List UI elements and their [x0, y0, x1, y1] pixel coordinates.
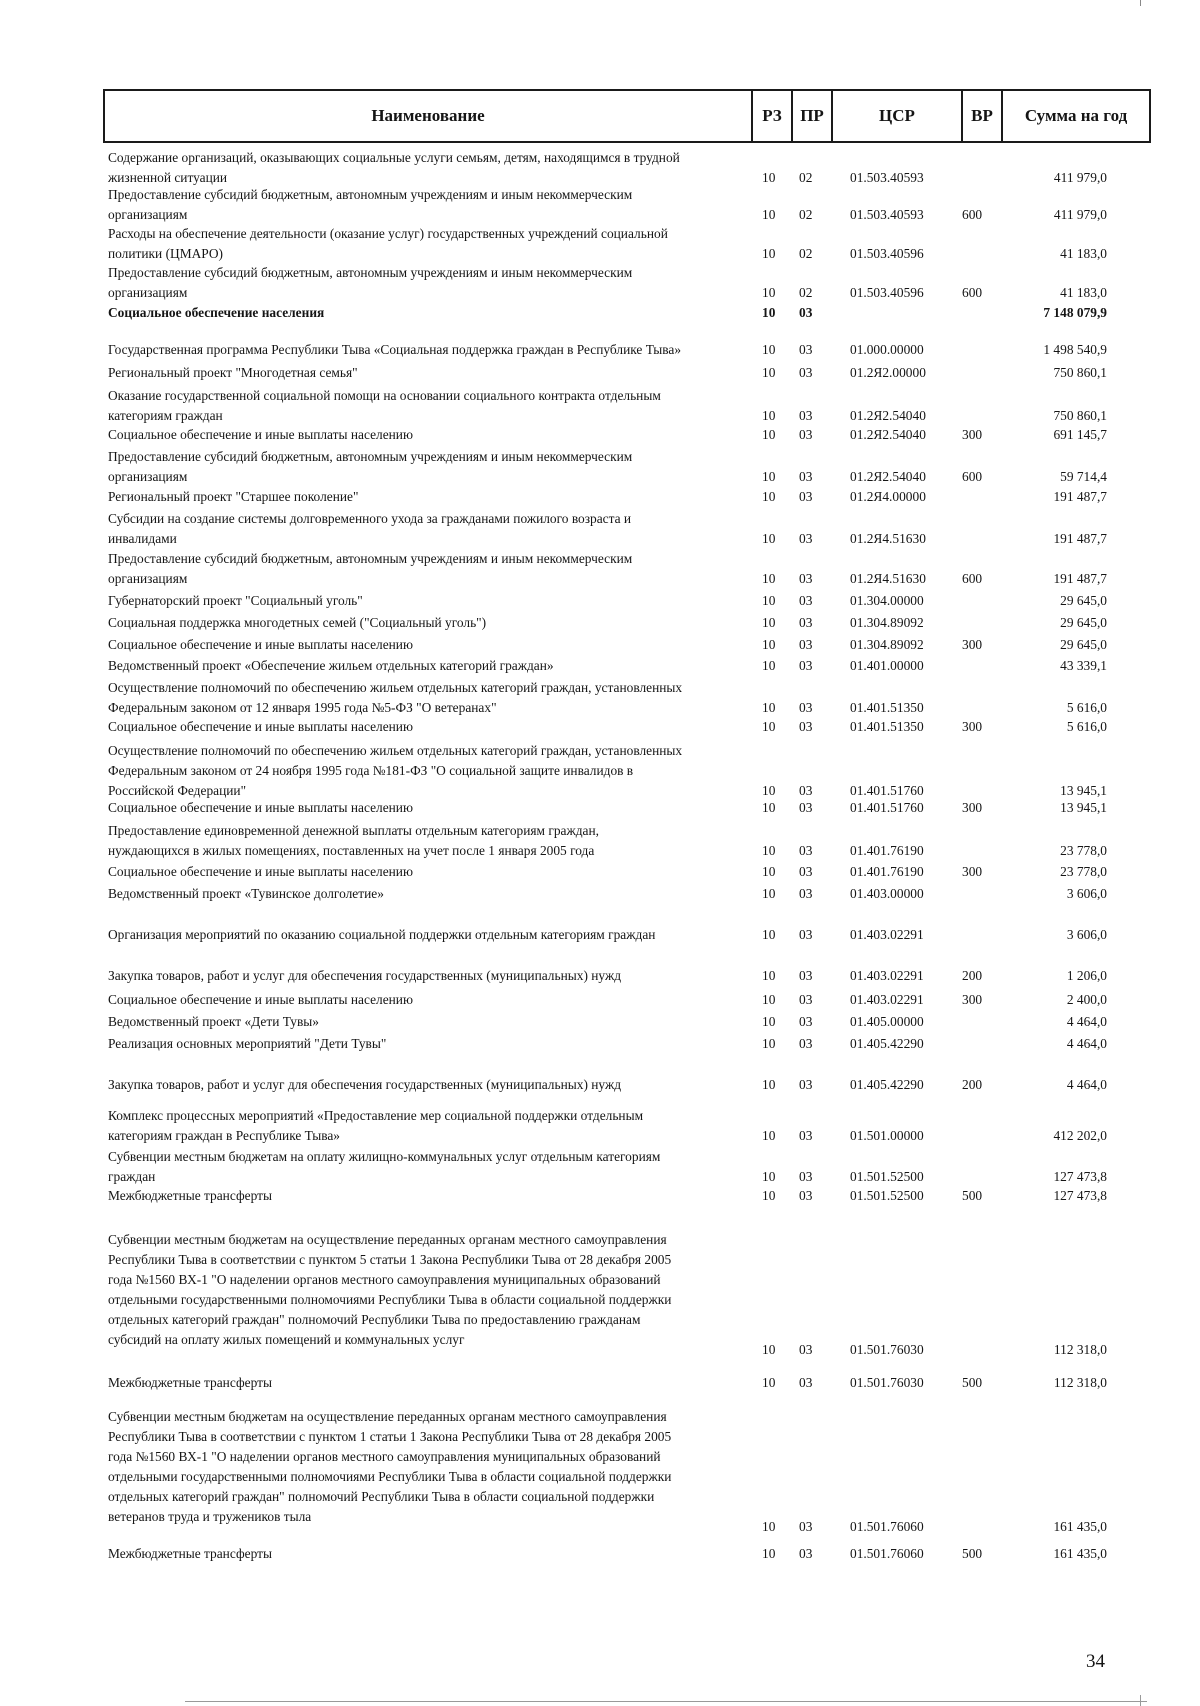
row-csr: 01.2Я2.54040: [850, 408, 926, 423]
header-name: Наименование: [371, 106, 485, 125]
row-sum: 59 714,4: [1060, 469, 1107, 484]
row-pr: 03: [799, 408, 813, 423]
row-name: Предоставление субсидий бюджетным, автономным учреждениям и иным некоммерческим организациям: [108, 187, 633, 222]
row-name: Межбюджетные трансферты: [108, 1188, 272, 1203]
row-csr: 01.403.02291: [850, 968, 924, 983]
row-name: Оказание государственной социальной помощи на основании социального контракта отдельным категориям граждан: [108, 388, 661, 423]
row-sum: 29 645,0: [1060, 615, 1107, 630]
row-rz: 10: [762, 469, 776, 484]
table-row: [0, 990, 1200, 1010]
row-pr: 03: [799, 1519, 813, 1534]
table-row: [0, 966, 1200, 986]
row-rz: 10: [762, 927, 776, 942]
row-csr: 01.2Я2.54040: [850, 469, 926, 484]
row-name: Закупка товаров, работ и услуг для обеспечения государственных (муниципальных) нужд: [108, 1077, 622, 1092]
row-rz: 10: [762, 1375, 776, 1390]
row-csr: 01.403.02291: [850, 992, 924, 1007]
row-csr: 01.401.76190: [850, 843, 924, 858]
table-row: [0, 1544, 1200, 1564]
row-rz: 10: [762, 207, 776, 222]
table-row: [0, 821, 1200, 861]
row-rz: 10: [762, 719, 776, 734]
row-name: Социальное обеспечение и иные выплаты населению: [108, 864, 413, 879]
row-name: Предоставление единовременной денежной выплаты отдельным категориям граждан, нуждающихся в жилых помещениях, поставленных на учет после 1 января 2005 года: [108, 823, 600, 858]
row-csr: 01.401.51350: [850, 719, 924, 734]
header-pr: ПР: [791, 91, 831, 141]
header-vr: ВР: [961, 91, 1001, 141]
row-pr: 03: [799, 365, 813, 380]
row-sum: 127 473,8: [1053, 1188, 1107, 1203]
row-name: Осуществление полномочий по обеспечению жильем отдельных категорий граждан, установленных Федеральным законом от 24 ноября 1995 года №181-ФЗ "О социальной защите инвалидов в Российской Федерации": [108, 743, 683, 798]
row-rz: 10: [762, 843, 776, 858]
table-row: [0, 591, 1200, 611]
row-pr: 03: [799, 637, 813, 652]
row-name: Социальное обеспечение и иные выплаты населению: [108, 637, 413, 652]
row-name: Социальное обеспечение и иные выплаты населению: [108, 800, 413, 815]
row-rz: 10: [762, 246, 776, 261]
row-csr: 01.501.00000: [850, 1128, 924, 1143]
row-sum: 161 435,0: [1053, 1519, 1107, 1534]
row-sum: 411 979,0: [1053, 207, 1107, 222]
row-sum: 4 464,0: [1066, 1014, 1107, 1029]
row-pr: 03: [799, 992, 813, 1007]
row-sum: 412 202,0: [1053, 1128, 1107, 1143]
table-row: [0, 1373, 1200, 1393]
row-csr: 01.2Я2.54040: [850, 427, 926, 442]
table-row: [0, 487, 1200, 507]
row-name: Ведомственный проект «Дети Тувы»: [108, 1014, 319, 1029]
row-sum: 13 945,1: [1060, 800, 1107, 815]
table-row: [0, 741, 1200, 801]
row-name: Реализация основных мероприятий "Дети Тувы": [108, 1036, 387, 1051]
row-name: Ведомственный проект «Обеспечение жильем отдельных категорий граждан»: [108, 658, 554, 673]
row-pr: 03: [799, 489, 813, 504]
row-rz: 10: [762, 170, 776, 185]
row-pr: 03: [799, 615, 813, 630]
row-pr: 03: [799, 1546, 813, 1561]
row-rz: 10: [762, 571, 776, 586]
row-rz: 10: [762, 700, 776, 715]
table-row: [0, 425, 1200, 445]
row-csr: 01.2Я2.00000: [850, 365, 926, 380]
row-name: Субсидии на создание системы долговременного ухода за гражданами пожилого возраста и инвалидами: [108, 511, 632, 546]
row-sum: 1 206,0: [1066, 968, 1107, 983]
row-pr: 03: [799, 700, 813, 715]
row-vr: 200: [962, 1077, 983, 1092]
table-row: [0, 447, 1200, 487]
row-csr: 01.401.51760: [850, 783, 924, 798]
table-row: [0, 717, 1200, 737]
table-row: [0, 263, 1200, 303]
table-row: [0, 340, 1200, 360]
row-sum: 691 145,7: [1053, 427, 1107, 442]
row-csr: 01.501.52500: [850, 1169, 924, 1184]
row-csr: 01.2Я4.51630: [850, 571, 926, 586]
row-sum: 191 487,7: [1053, 489, 1107, 504]
row-sum: 2 400,0: [1066, 992, 1107, 1007]
row-name: Предоставление субсидий бюджетным, автономным учреждениям и иным некоммерческим организациям: [108, 449, 633, 484]
row-name: Ведомственный проект «Тувинское долголетие»: [108, 886, 384, 901]
row-pr: 03: [799, 571, 813, 586]
row-name: Социальное обеспечение и иные выплаты населению: [108, 992, 413, 1007]
row-csr: 01.501.76060: [850, 1519, 924, 1534]
row-rz: 10: [762, 1169, 776, 1184]
row-sum: 4 464,0: [1066, 1036, 1107, 1051]
table-row: [0, 386, 1200, 426]
row-name: Межбюджетные трансферты: [108, 1375, 272, 1390]
row-pr: 03: [799, 864, 813, 879]
row-pr: 03: [799, 593, 813, 608]
row-csr: 01.503.40593: [850, 170, 924, 185]
table-row: [0, 1075, 1200, 1095]
row-name: Расходы на обеспечение деятельности (оказание услуг) государственных учреждений социальной политики (ЦМАРО): [108, 226, 668, 261]
row-rz: 10: [762, 305, 776, 320]
row-rz: 10: [762, 408, 776, 423]
row-rz: 10: [762, 285, 776, 300]
row-vr: 500: [962, 1375, 983, 1390]
row-sum: 750 860,1: [1053, 365, 1107, 380]
row-csr: 01.501.76060: [850, 1546, 924, 1561]
row-pr: 03: [799, 1077, 813, 1092]
row-vr: 600: [962, 207, 983, 222]
row-rz: 10: [762, 489, 776, 504]
row-name: Субвенции местным бюджетам на осуществление переданных органам местного самоуправления Республики Тыва в соответствии с пунктом 1 статьи 1 Закона Республики Тыва от 28 декабря 2005 года №1560 ВХ-1 "О наделении органов местного самоуправления муниципальных образований отдельными государственными полномочиями Республики Тыва в области социальной поддержки отдельных категорий граждан" полномочий Республики Тыва в области социальной поддержки ветеранов труда и тружеников тыла: [108, 1409, 672, 1524]
row-csr: 01.304.89092: [850, 615, 924, 630]
table-row: [0, 185, 1200, 225]
row-name: Закупка товаров, работ и услуг для обеспечения государственных (муниципальных) нужд: [108, 968, 622, 983]
row-pr: 03: [799, 1188, 813, 1203]
row-name: Содержание организаций, оказывающих социальные услуги семьям, детям, находящимся в трудной жизненной ситуации: [108, 150, 680, 185]
table-row: [0, 884, 1200, 904]
row-name: Социальное обеспечение населения: [108, 305, 325, 320]
row-pr: 03: [799, 886, 813, 901]
row-rz: 10: [762, 783, 776, 798]
row-name: Социальное обеспечение и иные выплаты населению: [108, 719, 413, 734]
row-rz: 10: [762, 1188, 776, 1203]
scan-edge-mark-bottom: [1140, 1695, 1141, 1706]
row-csr: 01.503.40596: [850, 285, 924, 300]
row-rz: 10: [762, 1519, 776, 1534]
table-row: [0, 1106, 1200, 1146]
row-pr: 03: [799, 719, 813, 734]
row-pr: 03: [799, 783, 813, 798]
row-sum: 4 464,0: [1066, 1077, 1107, 1092]
table-row: [0, 1034, 1200, 1054]
row-rz: 10: [762, 615, 776, 630]
row-name: Губернаторский проект "Социальный уголь": [108, 593, 363, 608]
row-rz: 10: [762, 1342, 776, 1357]
row-csr: 01.2Я4.51630: [850, 531, 926, 546]
row-csr: 01.401.76190: [850, 864, 924, 879]
row-pr: 03: [799, 1036, 813, 1051]
row-pr: 03: [799, 1169, 813, 1184]
row-rz: 10: [762, 864, 776, 879]
row-rz: 10: [762, 800, 776, 815]
row-rz: 10: [762, 968, 776, 983]
row-name: Комплекс процессных мероприятий «Предоставление мер социальной поддержки отдельным категориям граждан в Республике Тыва»: [108, 1108, 644, 1143]
row-sum: 43 339,1: [1060, 658, 1107, 673]
row-name: Предоставление субсидий бюджетным, автономным учреждениям и иным некоммерческим организациям: [108, 551, 633, 586]
row-vr: 300: [962, 992, 983, 1007]
row-sum: 1 498 540,9: [1043, 342, 1107, 357]
row-rz: 10: [762, 1036, 776, 1051]
table-row: [0, 224, 1200, 264]
page-bottom-rule: [185, 1701, 1147, 1702]
row-rz: 10: [762, 1014, 776, 1029]
row-csr: 01.403.02291: [850, 927, 924, 942]
row-pr: 03: [799, 927, 813, 942]
row-name: Межбюджетные трансферты: [108, 1546, 272, 1561]
row-sum: 29 645,0: [1060, 593, 1107, 608]
row-sum: 127 473,8: [1053, 1169, 1107, 1184]
table-row: [0, 678, 1200, 718]
row-name: Осуществление полномочий по обеспечению жильем отдельных категорий граждан, установленных Федеральным законом от 12 января 1995 года №5-ФЗ "О ветеранах": [108, 680, 683, 715]
row-sum: 411 979,0: [1053, 170, 1107, 185]
row-name: Субвенции местным бюджетам на оплату жилищно-коммунальных услуг отдельным категориям граждан: [108, 1149, 661, 1184]
table-row: [0, 148, 1200, 188]
row-rz: 10: [762, 365, 776, 380]
row-csr: 01.304.89092: [850, 637, 924, 652]
row-vr: 600: [962, 571, 983, 586]
header-csr: ЦСР: [831, 91, 961, 141]
row-csr: 01.501.76030: [850, 1375, 924, 1390]
row-rz: 10: [762, 886, 776, 901]
row-name: Государственная программа Республики Тыва «Социальная поддержка граждан в Республике Тыва»: [108, 342, 682, 357]
table-row: [0, 549, 1200, 589]
row-sum: 191 487,7: [1053, 531, 1107, 546]
row-vr: 200: [962, 968, 983, 983]
header-rz: РЗ: [751, 91, 791, 141]
row-name: Субвенции местным бюджетам на осуществление переданных органам местного самоуправления Республики Тыва в соответствии с пунктом 5 статьи 1 Закона Республики Тыва от 28 декабря 2005 года №1560 ВХ-1 "О наделении органов местного самоуправления муниципальных образований отдельными государственными полномочиями Республики Тыва в области социальной поддержки отдельных категорий граждан" полномочий Республики Тыва по предоставлению гражданам субсидий на оплату жилых помещений и коммунальных услуг: [108, 1232, 672, 1347]
row-pr: 03: [799, 1342, 813, 1357]
row-vr: 300: [962, 637, 983, 652]
header-sum: Сумма на год: [1001, 91, 1149, 141]
row-rz: 10: [762, 1077, 776, 1092]
row-csr: 01.304.00000: [850, 593, 924, 608]
table-row: [0, 925, 1200, 945]
row-csr: 01.401.51760: [850, 800, 924, 815]
table-row: [0, 798, 1200, 818]
row-vr: 600: [962, 285, 983, 300]
row-pr: 03: [799, 843, 813, 858]
table-row: [0, 1407, 1200, 1537]
row-vr: 500: [962, 1188, 983, 1203]
row-rz: 10: [762, 1128, 776, 1143]
row-csr: 01.405.42290: [850, 1036, 924, 1051]
table-row: [0, 1186, 1200, 1206]
row-sum: 112 318,0: [1053, 1375, 1107, 1390]
row-sum: 112 318,0: [1053, 1342, 1107, 1357]
row-sum: 41 183,0: [1060, 285, 1107, 300]
row-pr: 03: [799, 342, 813, 357]
row-sum: 191 487,7: [1053, 571, 1107, 586]
row-sum: 750 860,1: [1053, 408, 1107, 423]
row-pr: 03: [799, 531, 813, 546]
row-name: Региональный проект "Многодетная семья": [108, 365, 358, 380]
row-sum: 41 183,0: [1060, 246, 1107, 261]
table-row: [0, 303, 1200, 323]
row-pr: 03: [799, 1375, 813, 1390]
row-name: Социальная поддержка многодетных семей ("Социальный уголь"): [108, 615, 487, 630]
row-rz: 10: [762, 593, 776, 608]
row-csr: 01.503.40596: [850, 246, 924, 261]
table-row: [0, 862, 1200, 882]
row-name: Организация мероприятий по оказанию социальной поддержки отдельным категориям граждан: [108, 927, 656, 942]
row-pr: 02: [799, 207, 813, 222]
row-rz: 10: [762, 658, 776, 673]
row-sum: 3 606,0: [1066, 927, 1107, 942]
row-csr: 01.405.42290: [850, 1077, 924, 1092]
row-csr: 01.401.00000: [850, 658, 924, 673]
table-row: [0, 363, 1200, 383]
row-sum: 23 778,0: [1060, 864, 1107, 879]
row-rz: 10: [762, 992, 776, 1007]
row-sum: 7 148 079,9: [1043, 305, 1107, 320]
row-vr: 600: [962, 469, 983, 484]
row-csr: 01.405.00000: [850, 1014, 924, 1029]
row-csr: 01.403.00000: [850, 886, 924, 901]
row-rz: 10: [762, 637, 776, 652]
table-row: [0, 509, 1200, 549]
row-vr: 300: [962, 719, 983, 734]
row-sum: 5 616,0: [1066, 719, 1107, 734]
table-row: [0, 635, 1200, 655]
row-sum: 161 435,0: [1053, 1546, 1107, 1561]
row-csr: 01.2Я4.00000: [850, 489, 926, 504]
row-csr: 01.501.52500: [850, 1188, 924, 1203]
row-rz: 10: [762, 342, 776, 357]
row-vr: 300: [962, 427, 983, 442]
table-row: [0, 1012, 1200, 1032]
table-row: [0, 1230, 1200, 1360]
row-pr: 03: [799, 800, 813, 815]
table-row: [0, 1147, 1200, 1187]
table-row: [0, 656, 1200, 676]
page-number: 34: [1086, 1651, 1105, 1672]
row-sum: 13 945,1: [1060, 783, 1107, 798]
row-pr: 02: [799, 170, 813, 185]
row-csr: 01.401.51350: [850, 700, 924, 715]
row-rz: 10: [762, 531, 776, 546]
row-name: Социальное обеспечение и иные выплаты населению: [108, 427, 413, 442]
row-pr: 03: [799, 305, 813, 320]
row-pr: 03: [799, 469, 813, 484]
row-vr: 300: [962, 800, 983, 815]
row-sum: 5 616,0: [1066, 700, 1107, 715]
row-sum: 23 778,0: [1060, 843, 1107, 858]
table-row: [0, 613, 1200, 633]
row-pr: 03: [799, 427, 813, 442]
row-csr: 01.000.00000: [850, 342, 924, 357]
row-sum: 29 645,0: [1060, 637, 1107, 652]
row-csr: 01.503.40593: [850, 207, 924, 222]
row-rz: 10: [762, 1546, 776, 1561]
row-pr: 03: [799, 968, 813, 983]
row-sum: 3 606,0: [1066, 886, 1107, 901]
row-vr: 300: [962, 864, 983, 879]
row-rz: 10: [762, 427, 776, 442]
row-pr: 02: [799, 246, 813, 261]
row-pr: 03: [799, 1014, 813, 1029]
row-pr: 03: [799, 1128, 813, 1143]
row-csr: 01.501.76030: [850, 1342, 924, 1357]
row-name: Региональный проект "Старшее поколение": [108, 489, 359, 504]
row-pr: 02: [799, 285, 813, 300]
row-vr: 500: [962, 1546, 983, 1561]
row-pr: 03: [799, 658, 813, 673]
row-name: Предоставление субсидий бюджетным, автономным учреждениям и иным некоммерческим организациям: [108, 265, 633, 300]
